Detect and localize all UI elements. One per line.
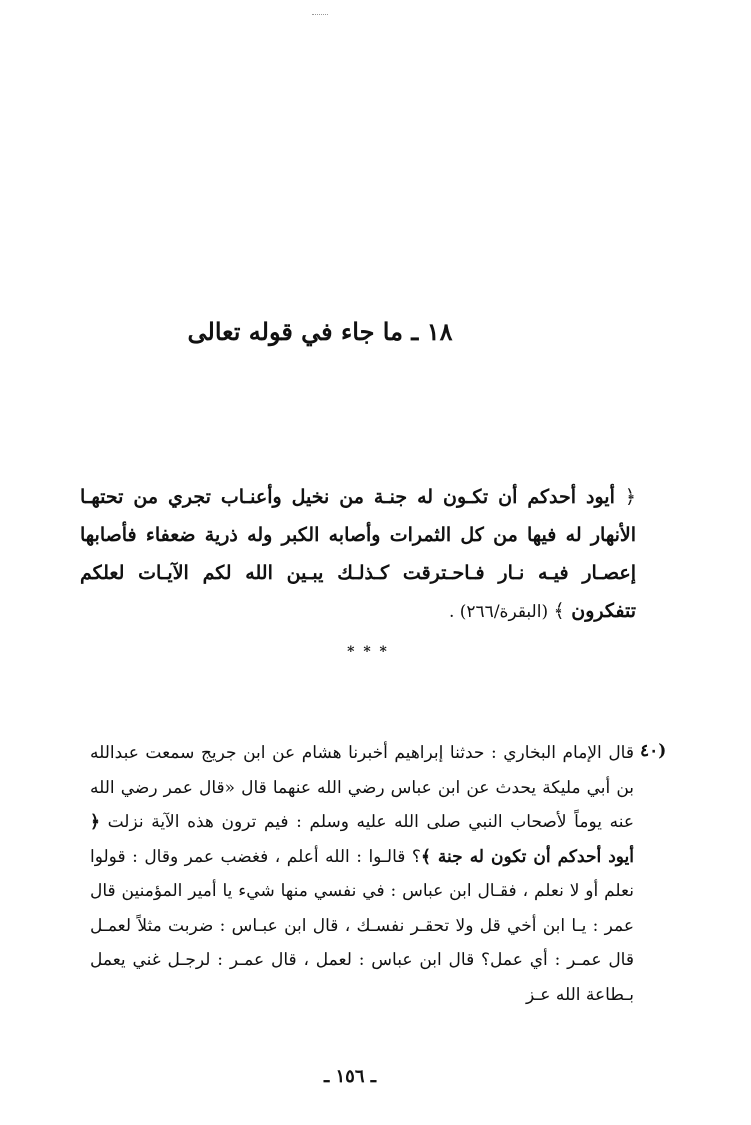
hadith-text-part2: ؟ قالـوا : الله أعلم ، فغضب عمر وقال : قولوا نعلم أو لا نعلم ، فقـال ابن عباس : في نفسي منها شيء يا أمير المؤمنين قال عمر : يـا ابن أخي قل ولا تحقـر نفسـك ، قال ابن عبـاس : ضربت مثلاً لعمـل قال عمـر : أي عمل؟ قال ابن عباس : لعمل ، قال عمـر : لرجـل غني يعمل بـطاعة الله عـز — [90, 846, 634, 1005]
quran-verse — [80, 478, 636, 631]
hadith-text-part1: قال الإمام البخاري : حدثنا إبراهيم أخبرنا هشام عن ابن جريج سمعت عبدالله بن أبي مليكة يحدث عن ابن عباس رضي الله عنهما قال «قال عمر رضي الله عنه يوماً لأصحاب النبي صلى الله عليه وسلم : فيم ترون هذه الآية نزلت — [90, 743, 634, 832]
section-separator: * * * — [347, 644, 389, 660]
top-mark — [312, 14, 328, 15]
chapter-title: ١٨ ـ ما جاء في قوله تعالى — [187, 317, 453, 346]
verse-text: أيود أحدكم أن تكـون له جنـة من نخيل وأعنـاب تجري من تحتهـا الأنهار له فيها من كل الثمرات وأصابه الكبر وله ذرية ضعفاء فأصابها إعصـار فيـه نـار فـاحـترقت كـذلـك يبـين الله لكم الآيـات لعلكم تتفكرون — [80, 486, 636, 622]
verse-open-bracket: ﴿ — [624, 486, 636, 508]
verse-close-bracket: ﴾ — [553, 600, 565, 622]
hadith-text — [90, 736, 634, 1012]
verse-reference: (البقرة/٢٦٦) . — [448, 602, 554, 622]
page-number: ـ ١٥٦ ـ — [323, 1066, 377, 1087]
hadith-number: (٤٠ — [640, 741, 667, 761]
hadith-quoted-verse: ﴿ أيود أحدكم أن تكون له جنة ﴾ — [90, 812, 634, 867]
